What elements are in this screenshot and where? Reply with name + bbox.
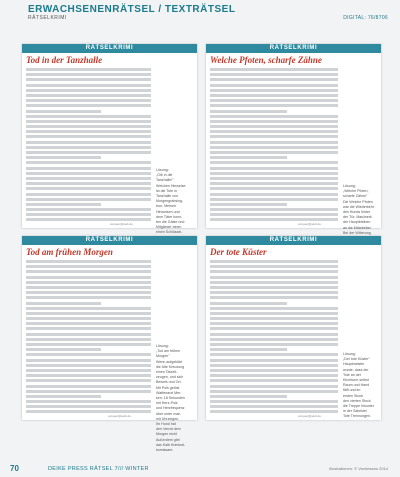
card-body-text	[26, 68, 151, 224]
text-line	[210, 317, 338, 320]
solution-sidebar: Lösung: „Tod am frühen Morgen" Wenn aufgeklärt die Alte Kreuzung einen Tatzeit- zeugen, und sich Beweis und Ort. Mit Puls gelöst Waffenarzt Mer- ken: 18 Sekunden mit Herz-Puls und Herzfrequenz über unter man mit Uhrzeigen. Ihr Hund hat den Verrat dem Morgen nicht Außerdem gibt das Kalb Kriminal- komissare.	[156, 344, 186, 453]
card-header: RÄTSELKRIMI	[206, 44, 381, 53]
text-line	[210, 312, 338, 315]
page-header	[0, 0, 400, 22]
text-line	[26, 115, 151, 118]
text-line	[210, 78, 338, 81]
text-line	[26, 270, 151, 273]
text-line	[26, 395, 101, 398]
text-line	[210, 141, 338, 144]
text-line	[26, 296, 151, 299]
text-line	[26, 307, 151, 310]
text-line	[26, 265, 151, 268]
text-line	[26, 172, 151, 175]
text-line	[26, 322, 151, 325]
text-line	[210, 338, 338, 341]
card-credit: verquer@web.de	[110, 222, 133, 226]
text-line	[210, 193, 338, 196]
text-line	[26, 359, 151, 362]
text-line	[210, 125, 338, 128]
page-number: 70	[10, 464, 19, 473]
text-line	[210, 348, 287, 351]
text-line	[26, 390, 151, 393]
puzzle-card-3	[22, 236, 197, 453]
text-line	[210, 307, 338, 310]
text-line	[26, 125, 151, 128]
text-line	[26, 89, 151, 92]
text-line	[26, 120, 151, 123]
text-line	[26, 374, 151, 377]
text-line	[26, 369, 151, 372]
text-line	[26, 385, 151, 388]
text-line	[26, 213, 151, 216]
text-line	[210, 343, 338, 346]
text-line	[26, 333, 151, 336]
text-line	[210, 302, 287, 305]
section-subtitle: RÄTSELKRIMI	[28, 15, 67, 21]
text-line	[210, 265, 338, 268]
text-line	[26, 198, 151, 201]
text-line	[26, 68, 151, 71]
text-line	[26, 379, 151, 382]
text-line	[210, 359, 338, 362]
text-line	[210, 286, 338, 289]
card-body-text	[210, 260, 338, 416]
text-line	[210, 89, 338, 92]
page-footer	[0, 461, 400, 477]
puzzle-card-1	[22, 44, 197, 235]
card-credit: verquer@web.de	[108, 414, 131, 418]
text-line	[210, 68, 338, 71]
puzzle-card-4	[206, 236, 381, 420]
text-line	[210, 167, 338, 170]
text-line	[210, 410, 338, 413]
text-line	[26, 302, 101, 305]
text-line	[26, 141, 151, 144]
text-line	[26, 99, 151, 102]
text-line	[210, 379, 338, 382]
text-line	[210, 405, 338, 408]
text-line	[26, 187, 151, 190]
puzzle-card-2	[206, 44, 381, 235]
text-line	[26, 94, 151, 97]
text-line	[26, 364, 151, 367]
solution-sidebar: Lösung: „Welche Pfoten, scharfe Zähne" Die Welche Pfoten war die Wiederkehr des Hunds hinter der Tür. Maulwerk der Hauptbleiben an die Mitarbeiter Bei der Witterung	[343, 184, 374, 235]
text-line	[210, 84, 338, 87]
text-line	[26, 193, 151, 196]
text-line	[26, 286, 151, 289]
text-line	[26, 135, 151, 138]
text-line	[26, 400, 151, 403]
text-line	[210, 110, 287, 113]
card-header: RÄTSELKRIMI	[22, 44, 197, 53]
card-header: RÄTSELKRIMI	[206, 236, 381, 245]
text-line	[26, 73, 151, 76]
text-line	[26, 130, 151, 133]
card-header: RÄTSELKRIMI	[22, 236, 197, 245]
text-line	[210, 260, 338, 263]
text-line	[210, 99, 338, 102]
text-line	[26, 281, 151, 284]
text-line	[210, 395, 287, 398]
text-line	[210, 104, 338, 107]
text-line	[210, 156, 287, 159]
text-line	[210, 327, 338, 330]
text-line	[210, 198, 338, 201]
text-line	[210, 203, 287, 206]
text-line	[210, 291, 338, 294]
text-line	[210, 135, 338, 138]
text-line	[26, 78, 151, 81]
text-line	[210, 374, 338, 377]
text-line	[26, 291, 151, 294]
text-line	[26, 348, 101, 351]
text-line	[26, 353, 151, 356]
text-line	[26, 338, 151, 341]
text-line	[210, 390, 338, 393]
card-title: Welche Pfoten, scharfe Zähne	[210, 55, 322, 65]
text-line	[26, 327, 151, 330]
text-line	[210, 385, 338, 388]
text-line	[210, 120, 338, 123]
text-line	[26, 208, 151, 211]
card-title: Tod in der Tanzhalle	[26, 55, 103, 65]
text-line	[210, 400, 338, 403]
card-body-text	[26, 260, 151, 416]
text-line	[210, 213, 338, 216]
text-line	[26, 410, 151, 413]
section-code: DIGITAL: 76/8706	[343, 15, 388, 21]
card-credit: verquer@web.de	[298, 222, 321, 226]
text-line	[210, 322, 338, 325]
text-line	[26, 343, 151, 346]
text-line	[26, 203, 101, 206]
illustration-credit: Illustrationen: © Vocheseau 2014	[329, 466, 388, 471]
text-line	[26, 104, 151, 107]
text-line	[210, 146, 338, 149]
text-line	[210, 94, 338, 97]
text-line	[26, 218, 151, 221]
text-line	[26, 276, 151, 279]
text-line	[26, 177, 151, 180]
text-line	[210, 177, 338, 180]
solution-sidebar: Lösung: „Der tote Küster" Hauptmeister wurde, dass der Tote an der Kirchturm selbst Raum und Hand fällt und im ersten Stock den vierten Stock die Treppe hinunter in der Sakristei Tote Trennungen.	[343, 352, 374, 419]
text-line	[26, 146, 151, 149]
text-line	[26, 151, 151, 154]
text-line	[26, 312, 151, 315]
text-line	[210, 182, 338, 185]
text-line	[210, 270, 338, 273]
text-line	[210, 130, 338, 133]
text-line	[210, 115, 338, 118]
text-line	[26, 161, 151, 164]
text-line	[210, 333, 338, 336]
text-line	[210, 281, 338, 284]
card-title: Tod am frühen Morgen	[26, 247, 113, 257]
text-line	[210, 187, 338, 190]
text-line	[210, 276, 338, 279]
magazine-name: DEIKE PRESS RÄTSEL 7/// WINTER	[48, 466, 149, 472]
text-line	[26, 167, 151, 170]
text-line	[210, 172, 338, 175]
text-line	[210, 218, 338, 221]
text-line	[210, 369, 338, 372]
card-credit: verquer@web.de	[298, 414, 321, 418]
text-line	[26, 317, 151, 320]
text-line	[210, 151, 338, 154]
card-title: Der tote Küster	[210, 247, 267, 257]
text-line	[210, 73, 338, 76]
text-line	[210, 208, 338, 211]
text-line	[210, 161, 338, 164]
section-title: ERWACHSENENRÄTSEL / TEXTRÄTSEL	[28, 4, 236, 15]
card-body-text	[210, 68, 338, 224]
text-line	[26, 260, 151, 263]
text-line	[210, 364, 338, 367]
text-line	[26, 110, 101, 113]
text-line	[210, 296, 338, 299]
text-line	[26, 182, 151, 185]
text-line	[26, 156, 101, 159]
solution-sidebar: Lösung: „Gib in die Tanzhalle!" Welchen Hinweise ist die Tote in Tanzhalle von Morgengrabsing- tron. Meinen Hinweisen und dem Täter konn- ten die Gäste und Mitglieder einen einen Schlüssel-	[156, 168, 186, 235]
text-line	[26, 84, 151, 87]
text-line	[26, 405, 151, 408]
text-line	[210, 353, 338, 356]
